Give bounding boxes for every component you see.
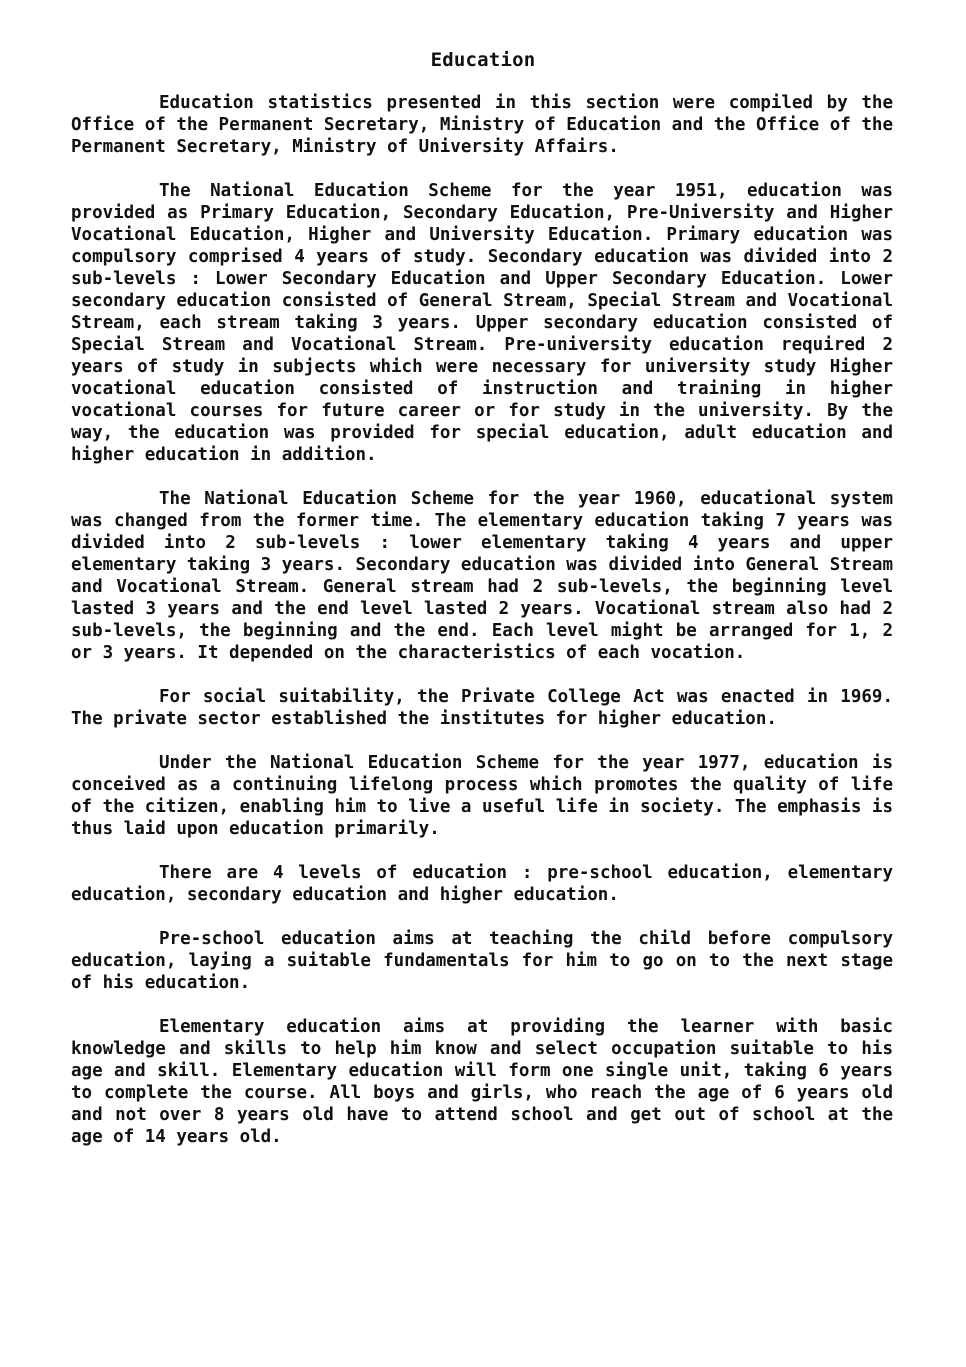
paragraph-scheme-1960: The National Education Scheme for the year 1960, educational system was changed from the former time. The elementary education taking 7 years was divided into 2 sub-levels : lower elementary taking 4 years and upper elementary taking 3 years. Secondary education was divided into General Stream and Vocational Stream. General stream had 2 sub-levels, the beginning level lasted 3 years and the end level lasted 2 years. Vocational stream also had 2 sub-levels, the beginning and the end. Each level might be arranged for 1, 2 or 3 years. It depended on the characteristics of each vocation. <box>71 489 893 663</box>
paragraph-scheme-1951: The National Education Scheme for the year 1951, education was provided as Primary Education, Secondary Education, Pre-University and Higher Vocational Education, Higher and University Education. Primary education was compulsory comprised 4 years of study. Secondary education was divided into 2 sub-levels : Lower Secondary Education and Upper Secondary Education. Lower secondary education consisted of General Stream, Special Stream and Vocational Stream, each stream taking 3 years. Upper secondary education consisted of Special Stream and Vocational Stream. Pre-university education required 2 years of study in subjects which were necessary for university study Higher vocational education consisted of instruction and training in higher vocational courses for future career or for study in the university. By the way, the education was provided for special education, adult education and higher education in addition. <box>71 181 893 465</box>
document-body <box>71 92 893 1170</box>
paragraph-private-college-act: For social suitability, the Private College Act was enacted in 1969. The private sector established the institutes for higher education. <box>71 687 893 729</box>
paragraph-education-levels: There are 4 levels of education : pre-school education, elementary education, secondary education and higher education. <box>71 863 893 905</box>
page-title: Education <box>430 49 536 71</box>
paragraph-pre-school: Pre-school education aims at teaching the child before compulsory education, laying a suitable fundamentals for him to go on to the next stage of his education. <box>71 929 893 993</box>
paragraph-elementary: Elementary education aims at providing the learner with basic knowledge and skills to help him know and select occupation suitable to his age and skill. Elementary education will form one single unit, taking 6 years to complete the course. All boys and girls, who reach the age of 6 years old and not over 8 years old have to attend school and get out of school at the age of 14 years old. <box>71 1017 893 1147</box>
paragraph-scheme-1977: Under the National Education Scheme for the year 1977, education is conceived as a continuing lifelong process which promotes the quality of life of the citizen, enabling him to live a useful life in society. The emphasis is thus laid upon education primarily. <box>71 753 893 839</box>
paragraph-source: Education statistics presented in this section were compiled by the Office of the Permanent Secretary, Ministry of Education and the Office of the Permanent Secretary, Ministry of University Affairs. <box>71 93 893 157</box>
